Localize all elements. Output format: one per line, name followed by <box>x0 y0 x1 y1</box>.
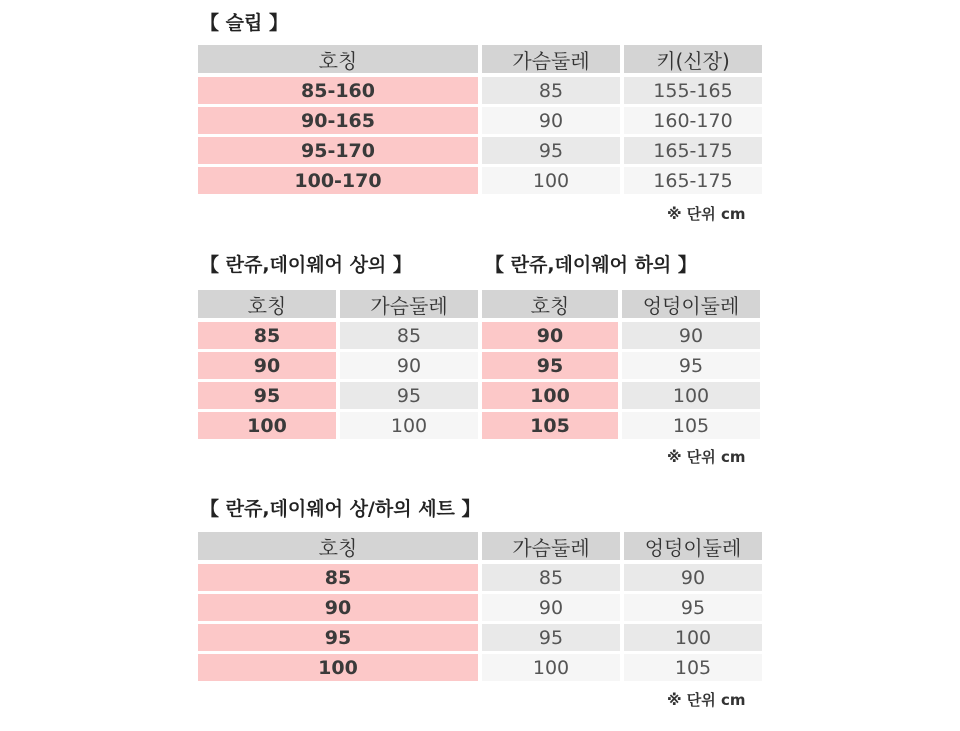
table-row <box>198 564 762 591</box>
size-cell: 90 <box>482 322 618 349</box>
height-cell: 160-170 <box>624 107 762 134</box>
table-row <box>482 382 760 409</box>
size-cell: 105 <box>482 412 618 439</box>
table-row <box>198 107 762 134</box>
table-row <box>198 77 762 104</box>
table-row <box>482 352 760 379</box>
size-cell: 100 <box>482 382 618 409</box>
unit-note: ※ 단위 cm <box>667 691 746 709</box>
chest-cell: 95 <box>482 624 620 651</box>
height-cell: 155-165 <box>624 77 762 104</box>
size-cell: 85 <box>198 322 336 349</box>
height-cell: 165-175 <box>624 137 762 164</box>
hip-cell: 90 <box>624 564 762 591</box>
table-row <box>482 322 760 349</box>
header-hip: 엉덩이둘레 <box>622 290 760 318</box>
table-row <box>198 624 762 651</box>
header-size: 호칭 <box>482 290 618 318</box>
chest-cell: 100 <box>482 167 620 194</box>
table-row <box>198 137 762 164</box>
bottom-size-table <box>482 290 760 442</box>
chest-cell: 100 <box>482 654 620 681</box>
chest-cell: 90 <box>482 107 620 134</box>
set-title: 【 란쥬,데이웨어 상/하의 세트 】 <box>200 498 481 520</box>
set-size-table <box>198 532 762 684</box>
chest-cell: 85 <box>340 322 478 349</box>
unit-note: ※ 단위 cm <box>667 205 746 223</box>
header-chest: 가슴둘레 <box>482 532 620 560</box>
height-cell: 165-175 <box>624 167 762 194</box>
table-row <box>198 654 762 681</box>
chest-cell: 85 <box>482 564 620 591</box>
chest-cell: 95 <box>482 137 620 164</box>
size-cell: 85 <box>198 564 478 591</box>
top-size-table <box>198 290 478 442</box>
hip-cell: 100 <box>622 382 760 409</box>
slip-title: 【 슬립 】 <box>200 12 288 34</box>
table-header-row <box>198 290 478 318</box>
size-cell: 100-170 <box>198 167 478 194</box>
size-cell: 95 <box>198 624 478 651</box>
chest-cell: 100 <box>340 412 478 439</box>
header-height: 키(신장) <box>624 45 762 73</box>
chest-cell: 95 <box>340 382 478 409</box>
chest-cell: 90 <box>340 352 478 379</box>
table-header-row <box>198 45 762 73</box>
hip-cell: 95 <box>624 594 762 621</box>
hip-cell: 105 <box>622 412 760 439</box>
table-row <box>198 322 478 349</box>
table-row <box>198 382 478 409</box>
table-header-row <box>198 532 762 560</box>
size-cell: 95-170 <box>198 137 478 164</box>
size-cell: 90 <box>198 352 336 379</box>
unit-note: ※ 단위 cm <box>667 448 746 466</box>
size-cell: 85-160 <box>198 77 478 104</box>
hip-cell: 105 <box>624 654 762 681</box>
size-cell: 100 <box>198 654 478 681</box>
header-size: 호칭 <box>198 290 336 318</box>
header-size: 호칭 <box>198 45 478 73</box>
header-chest: 가슴둘레 <box>340 290 478 318</box>
table-row <box>198 594 762 621</box>
size-cell: 90 <box>198 594 478 621</box>
table-row <box>198 412 478 439</box>
header-size: 호칭 <box>198 532 478 560</box>
slip-size-table <box>198 45 762 197</box>
size-cell: 95 <box>482 352 618 379</box>
header-chest: 가슴둘레 <box>482 45 620 73</box>
table-row <box>482 412 760 439</box>
bottom-title: 【 란쥬,데이웨어 하의 】 <box>485 254 697 276</box>
header-hip: 엉덩이둘레 <box>624 532 762 560</box>
chest-cell: 90 <box>482 594 620 621</box>
size-cell: 100 <box>198 412 336 439</box>
table-row <box>198 352 478 379</box>
size-cell: 95 <box>198 382 336 409</box>
hip-cell: 90 <box>622 322 760 349</box>
table-row <box>198 167 762 194</box>
table-header-row <box>482 290 760 318</box>
size-cell: 90-165 <box>198 107 478 134</box>
hip-cell: 95 <box>622 352 760 379</box>
chest-cell: 85 <box>482 77 620 104</box>
hip-cell: 100 <box>624 624 762 651</box>
top-title: 【 란쥬,데이웨어 상의 】 <box>200 254 412 276</box>
